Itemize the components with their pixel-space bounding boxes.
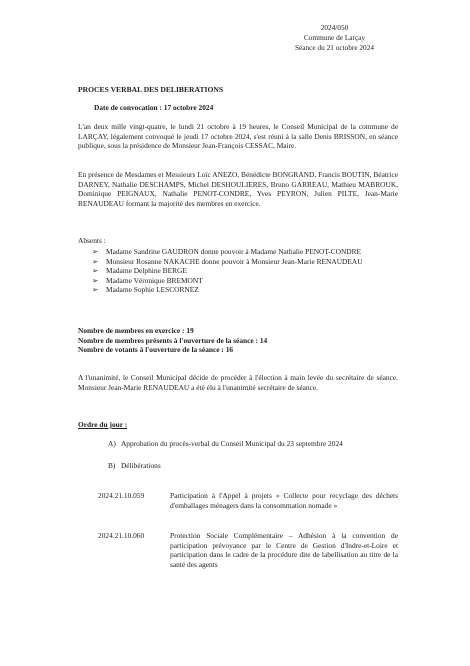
absent-text: Madame Sandrine GAUDRON donne pouvoir à Madame Nathalie PENOT-CONDRE	[106, 247, 362, 256]
commune-name: Commune de Larçay	[303, 33, 366, 42]
deliberation-code: 2024.21.10.060	[98, 531, 145, 540]
agenda-marker: B)	[108, 461, 116, 470]
count-line: Nombre de votants à l'ouverture de la séance : 16	[78, 345, 234, 355]
absents-label: Absents :	[78, 236, 106, 245]
secretary-paragraph: A l'unanimité, le Conseil Municipal décide de procéder à l'élection à main levée du secrétaire de séance. Monsieur Jean-Marie RENAUDEAU a été élu à l'unanimité secrétaire de séance.	[78, 373, 398, 392]
deliberation-text: Protection Sociale Complémentaire – Adhésion à la convention de participation prévoyance par le Centre de Gestion d'Indre-et-Loire et participation dans le cadre de la procédure dite de labellisation au titre de la santé des agents	[170, 531, 398, 569]
count-line: Nombre de membres en exercice : 19	[78, 326, 194, 335]
count-line: Nombre de membres présents à l'ouverture de la séance : 14	[78, 335, 268, 345]
list-item	[92, 247, 397, 257]
deliberation-item	[98, 531, 398, 569]
agenda-marker: A)	[108, 439, 116, 448]
member-counts	[78, 326, 267, 355]
arrow-bullet-icon: ➢	[92, 247, 99, 256]
agenda-title: Ordre du jour :	[78, 420, 128, 429]
absent-text: Madame Sophie LESCORNEZ	[106, 285, 199, 295]
arrow-bullet-icon: ➢	[92, 256, 99, 266]
arrow-bullet-icon: ➢	[92, 275, 99, 285]
absent-text: Madame Véronique BREMONT	[106, 275, 203, 285]
arrow-bullet-icon: ➢	[92, 285, 99, 295]
intro-paragraph: L'an deux mille vingt-quatre, le lundi 21 octobre à 19 heures, le Conseil Municipal de la commune de LARÇAY, légalement convoqué le jeudi 17 octobre 2024, s'est réuni à la salle Denis BRISSON, en séance publique, sous la présidence de Monsieur Jean-François CESSAC, Maire.	[78, 122, 398, 151]
convocation-date: Date de convocation : 17 octobre 2024	[94, 103, 214, 112]
list-item	[92, 257, 397, 267]
absent-text: Monsieur Rosanne NAKACHE donne pouvoir à Monsieur Jean-Marie RENAUDEAU	[106, 256, 363, 266]
absent-text: Madame Delphine BERGE	[106, 266, 187, 276]
session-date: Séance du 21 octobre 2024	[294, 43, 374, 52]
agenda-text: Délibérations	[120, 461, 161, 470]
list-item	[92, 285, 397, 295]
absents-list	[92, 247, 397, 295]
deliberation-code: 2024.21.10.059	[98, 491, 145, 500]
reference-number: 2024/050	[320, 23, 349, 32]
agenda-item	[108, 461, 398, 471]
document-header	[295, 23, 374, 53]
list-item	[92, 266, 397, 276]
agenda-text: Approbation du procès-verbal du Conseil Municipal du 23 septembre 2024	[120, 439, 343, 448]
deliberation-item	[98, 491, 398, 510]
deliberation-text: Participation à l'Appel à projets « Collecte pour recyclage des déchets d'emballages ménagers dans la consommation nomade »	[170, 491, 398, 510]
list-item	[92, 276, 397, 286]
arrow-bullet-icon: ➢	[92, 266, 99, 276]
document-title: PROCES VERBAL DES DELIBERATIONS	[78, 85, 224, 94]
agenda-item	[108, 439, 398, 449]
present-members-paragraph: En présence de Mesdames et Messieurs Loïc ANEZO, Bénédicte BONGRAND, Francis BOUTIN, Béatrice DARNEY, Nathalie DESCHAMPS, Michel DESHOULIERES, Bruno GARREAU, Mathieu MABROUK, Dominique PEIGNAUX, Nathalie PENOT-CONDRE, Yves PEYRON, Julien PILTE, Jean-Marie RENAUDEAU formant la majorité des membres en exercice.	[78, 170, 398, 208]
